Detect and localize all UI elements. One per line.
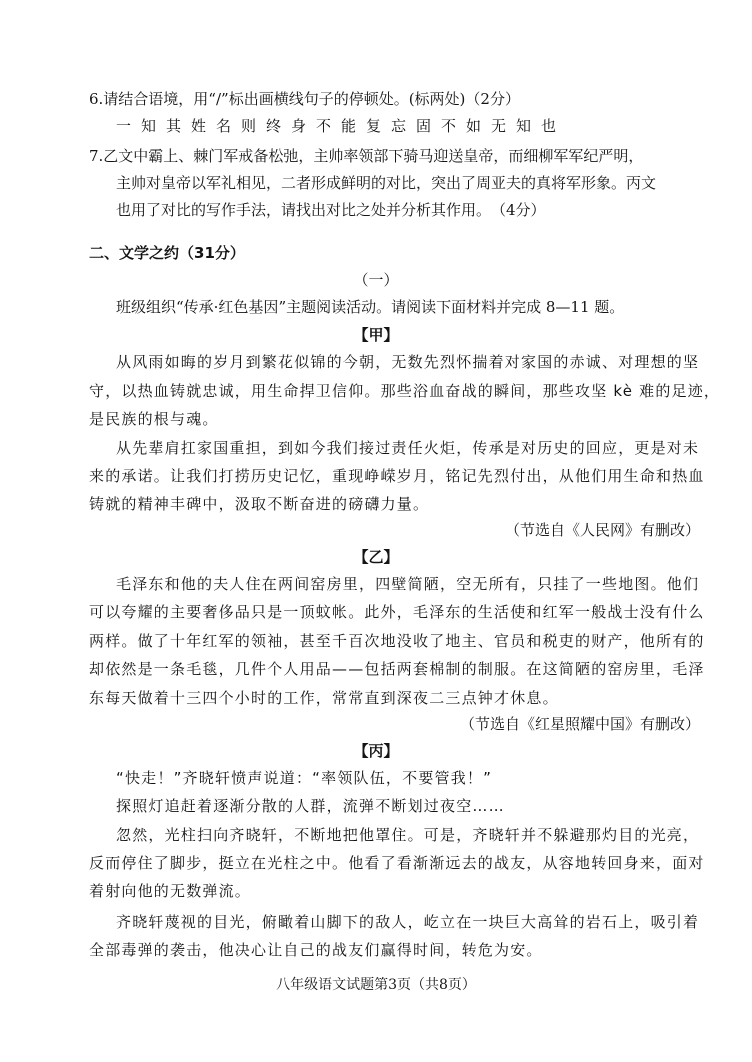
- passage-bing-line: 探照灯追赶着逐渐分散的人群，流弹不断划过夜空……: [116, 797, 505, 815]
- passage-bing-line: 齐晓轩蔑视的目光，俯瞰着山脚下的敌人，屹立在一块巨大高耸的岩石上，吸引着: [116, 913, 700, 931]
- question-6-sentence: 一知其姓名则终身不能复忘固不如无知也: [116, 117, 567, 135]
- passage-yi-source: （节选自《红星照耀中国》有删改）: [459, 715, 700, 733]
- question-6-text: 6.请结合语境，用“/”标出画横线句子的停顿处。(标两处)（2分）: [89, 90, 520, 108]
- passage-yi-label: 【乙】: [353, 548, 399, 566]
- passage-yi-line: 两样。做了十年红军的领袖，甚至千百次地没收了地主、官员和税吏的财产，他所有的: [89, 632, 705, 650]
- passage-yi-line: 毛泽东和他的夫人住在两间窑房里，四壁简陋，空无所有，只挂了一些地图。他们: [116, 575, 700, 593]
- passage-jia-line: 来的承诺。让我们打捞历史记忆，重现峥嵘岁月，铭记先烈付出，从他们用生命和热血: [89, 467, 705, 485]
- passage-bing-line: 忽然，光柱扫向齐晓轩，不断地把他罩住。可是，齐晓轩并不躲避那灼目的光亮，: [116, 826, 700, 844]
- page-footer: 八年级语文试题第3页（共8页）: [276, 977, 476, 993]
- passage-jia-line: 是民族的根与魂。: [89, 410, 219, 428]
- section-2-intro: 班级组织“传承·红色基因”主题阅读活动。请阅读下面材料并完成 8—11 题。: [116, 298, 625, 316]
- part-1-label: （一）: [353, 271, 399, 289]
- passage-bing-line: “快走！”齐晓轩愤声说道：“率领队伍，不要管我！”: [116, 769, 493, 787]
- passage-yi-line: 却依然是一条毛毯，几件个人用品——包括两套棉制的制服。在这简陋的窑房里，毛泽: [89, 660, 705, 678]
- passage-bing-label: 【丙】: [353, 742, 399, 760]
- passage-yi-line: 东每天做着十三四个小时的工作，常常直到深夜二三点钟才休息。: [89, 689, 559, 707]
- passage-yi-line: 可以夸耀的主要奢侈品只是一顶蚊帐。此外，毛泽东的生活使和红军一般战士没有什么: [89, 603, 705, 621]
- passage-jia-line: 铸就的精神丰碑中，汲取不断奋进的磅礴力量。: [89, 495, 430, 513]
- question-7-line-2: 主帅对皇帝以军礼相见，二者形成鲜明的对比，突出了周亚夫的真将军形象。丙文: [116, 174, 657, 192]
- section-2-title: 二、文学之约（31分）: [89, 244, 245, 262]
- passage-jia-line: 从风雨如晦的岁月到繁花似锦的今朝，无数先烈怀揣着对家国的赤诚、对理想的坚: [116, 353, 700, 371]
- passage-bing-line: 全部毒弹的袭击，他决心让自己的战友们赢得时间，转危为安。: [89, 941, 543, 959]
- passage-jia-source: （节选自《人民网》有删改）: [504, 521, 700, 539]
- passage-jia-label: 【甲】: [353, 326, 399, 344]
- passage-jia-line: 守，以热血铸就忠诚，用生命捍卫信仰。那些浴血奋战的瞬间，那些攻坚 kè 难的足迹，: [89, 382, 721, 400]
- passage-jia-line: 从先辈肩扛家国重担，到如今我们接过责任火炬，传承是对历史的回应，更是对未: [116, 439, 700, 457]
- question-7-line-1: 7.乙文中霸上、棘门军戒备松弛，主帅率领部下骑马迎送皇帝，而细柳军军纪严明，: [89, 147, 644, 165]
- question-7-line-3: 也用了对比的写作手法，请找出对比之处并分析其作用。 （4分）: [116, 201, 546, 219]
- passage-bing-line: 反而停住了脚步，挺立在光柱之中。他看了看渐渐远去的战友，从容地转回身来，面对: [89, 854, 705, 872]
- passage-bing-line: 着射向他的无数弹流。: [89, 882, 252, 900]
